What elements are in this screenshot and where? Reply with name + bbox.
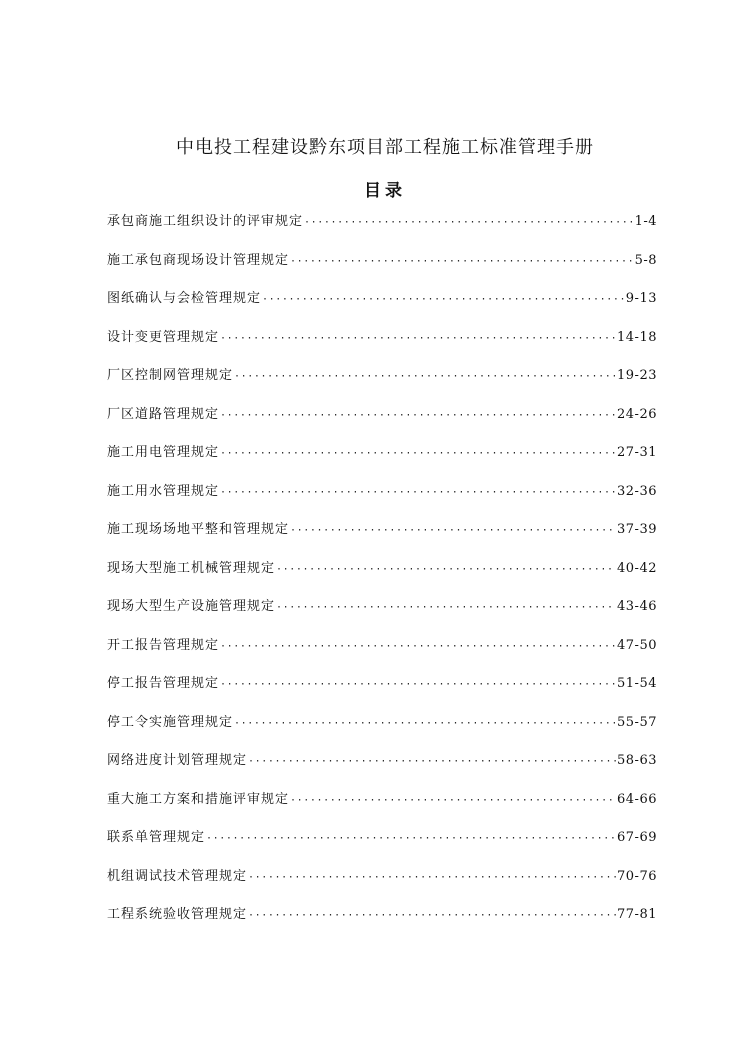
toc-entry-pages: 5-8 [634, 252, 657, 268]
toc-entry[interactable] [107, 672, 657, 711]
toc-entry-label: 停工令实施管理规定 [107, 714, 234, 730]
toc-entry-pages: 14-18 [617, 329, 657, 345]
toc-entry-label: 图纸确认与会检管理规定 [107, 291, 262, 306]
toc-entry-pages: 37-39 [617, 522, 657, 537]
toc-entry-pages: 47-50 [617, 637, 657, 653]
toc-entry-label: 施工现场场地平整和管理规定 [107, 522, 290, 537]
toc-entry-pages: 58-63 [617, 753, 657, 768]
toc-leader-dots [220, 410, 616, 421]
toc-entry-pages: 70-76 [617, 868, 657, 884]
toc-leader-dots [248, 910, 616, 921]
toc-entry[interactable] [107, 210, 657, 249]
toc-leader-dots [276, 602, 616, 613]
toc-entry-pages: 51-54 [617, 676, 657, 691]
toc-leader-dots [276, 564, 616, 575]
toc-entry[interactable] [107, 403, 657, 442]
toc-entry[interactable] [107, 249, 657, 288]
toc-entry-label: 承包商施工组织设计的评审规定 [107, 214, 304, 229]
toc-entry-pages: 40-42 [617, 560, 657, 576]
toc-entry-pages: 77-81 [617, 907, 657, 922]
toc-entry-pages: 24-26 [617, 406, 657, 422]
toc-entry-label: 联系单管理规定 [107, 830, 206, 845]
toc-entry[interactable] [107, 557, 657, 596]
toc-leader-dots [234, 371, 616, 382]
toc-leader-dots [220, 487, 616, 498]
toc-entry[interactable] [107, 364, 657, 403]
document-title: 中电投工程建设黔东项目部工程施工标准管理手册 [176, 137, 594, 158]
toc-leader-dots [234, 718, 616, 729]
toc-entry[interactable] [107, 326, 657, 365]
toc-heading: 目录 [364, 181, 406, 201]
toc-leader-dots [220, 448, 616, 459]
toc-entry-label: 施工用电管理规定 [107, 445, 220, 460]
toc-leader-dots [248, 756, 616, 767]
toc-leader-dots [206, 833, 616, 844]
toc-leader-dots [262, 294, 625, 305]
toc-entry[interactable] [107, 903, 657, 942]
toc-entry-pages: 55-57 [617, 714, 657, 730]
toc-entry[interactable] [107, 634, 657, 673]
toc-leader-dots [290, 525, 616, 536]
toc-entry[interactable] [107, 518, 657, 557]
toc-entry-pages: 9-13 [625, 291, 657, 306]
toc-entry[interactable] [107, 826, 657, 865]
toc-entry[interactable] [107, 749, 657, 788]
toc-entry-label: 停工报告管理规定 [107, 676, 220, 691]
toc-entry[interactable] [107, 441, 657, 480]
toc-leader-dots [290, 256, 634, 267]
toc-entry-label: 工程系统验收管理规定 [107, 907, 248, 922]
toc-leader-dots [248, 872, 616, 883]
toc-entry-label: 开工报告管理规定 [107, 637, 220, 653]
toc-entry-pages: 27-31 [617, 445, 657, 460]
toc-leader-dots [304, 217, 634, 228]
toc-entry[interactable] [107, 480, 657, 519]
toc-entry-label: 厂区控制网管理规定 [107, 368, 234, 383]
toc-entry-label: 设计变更管理规定 [107, 329, 220, 345]
toc-entry-label: 施工用水管理规定 [107, 483, 220, 499]
toc-entry-label: 重大施工方案和措施评审规定 [107, 791, 290, 807]
toc-entry-pages: 19-23 [617, 368, 657, 383]
toc-entry[interactable] [107, 287, 657, 326]
toc-entry[interactable] [107, 711, 657, 750]
toc-entry-pages: 32-36 [617, 483, 657, 499]
table-of-contents [107, 210, 657, 942]
toc-leader-dots [220, 641, 616, 652]
toc-leader-dots [220, 333, 616, 344]
toc-entry-label: 厂区道路管理规定 [107, 406, 220, 422]
toc-entry[interactable] [107, 788, 657, 827]
toc-leader-dots [290, 795, 616, 806]
toc-entry-label: 现场大型施工机械管理规定 [107, 560, 276, 576]
toc-leader-dots [220, 679, 616, 690]
toc-entry[interactable] [107, 865, 657, 904]
toc-entry-label: 机组调试技术管理规定 [107, 868, 248, 884]
toc-entry-pages: 1-4 [634, 214, 657, 229]
toc-entry-pages: 43-46 [617, 599, 657, 614]
toc-entry-pages: 67-69 [617, 830, 657, 845]
toc-entry-label: 网络进度计划管理规定 [107, 753, 248, 768]
toc-entry-label: 施工承包商现场设计管理规定 [107, 252, 290, 268]
toc-entry[interactable] [107, 595, 657, 634]
toc-entry-label: 现场大型生产设施管理规定 [107, 599, 276, 614]
toc-entry-pages: 64-66 [617, 791, 657, 807]
